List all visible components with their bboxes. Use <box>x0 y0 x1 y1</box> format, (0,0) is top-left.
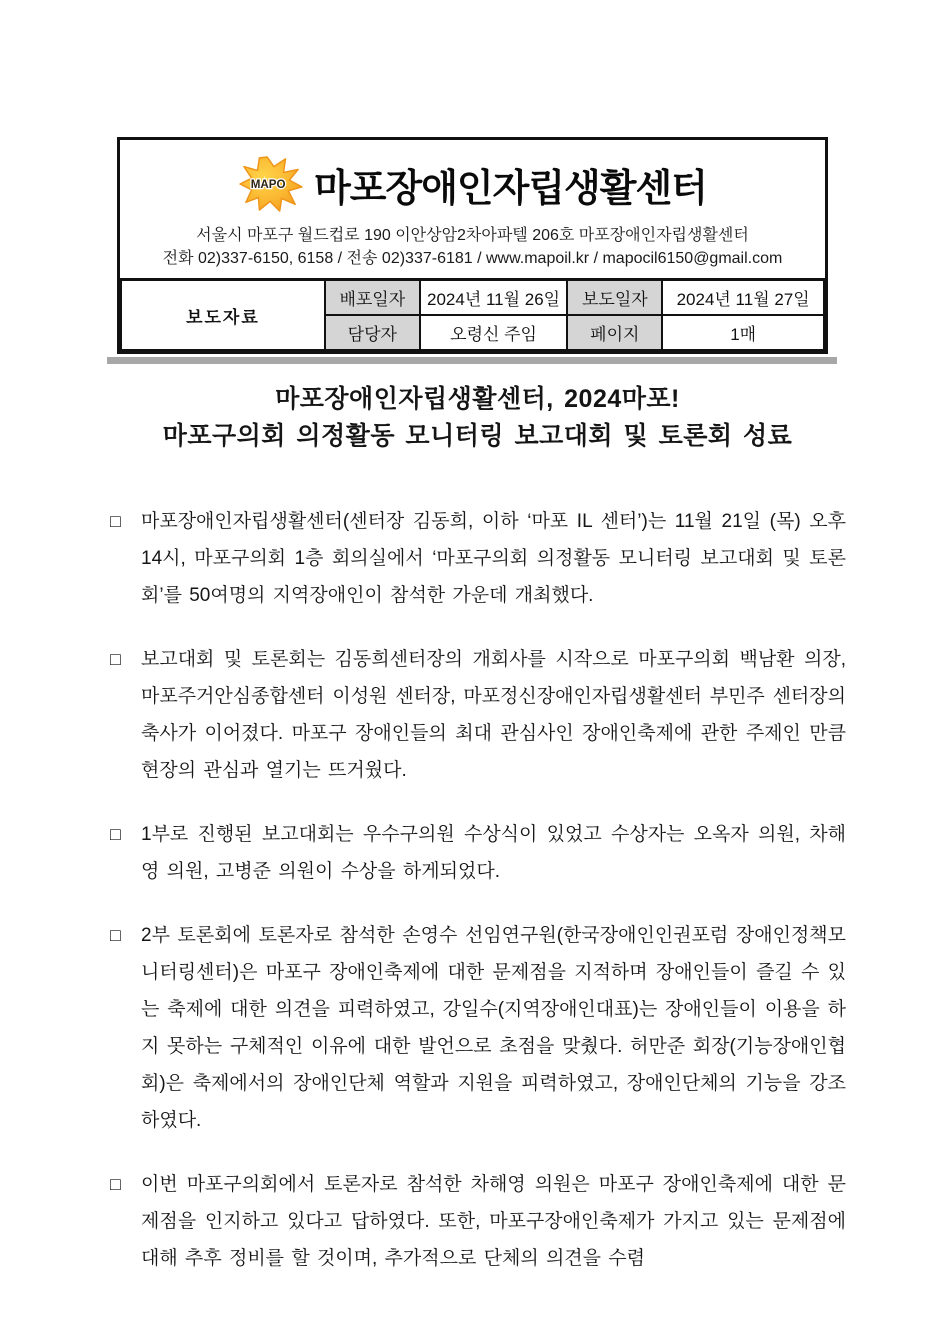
headline <box>100 381 855 455</box>
letterhead-box <box>117 137 828 354</box>
logo-text: MAPO <box>250 177 286 191</box>
checkbox-bullet: □ <box>110 511 121 531</box>
pages-label: 페이지 <box>567 315 662 350</box>
press-info-table <box>120 278 825 351</box>
pages-value: 1매 <box>662 315 824 350</box>
manager-label: 담당자 <box>325 315 420 350</box>
headline-line-2: 마포구의회 의정활동 모니터링 보고대회 및 토론회 성료 <box>162 422 793 450</box>
checkbox-bullet: □ <box>110 824 121 844</box>
paragraph <box>110 503 846 614</box>
headline-line-1: 마포장애인자립생활센터, 2024마포! <box>275 385 680 413</box>
table-row <box>121 280 824 316</box>
address-line: 서울시 마포구 월드컵로 190 이안상암2차아파텔 206호 마포장애인자립생활센터 <box>196 227 749 244</box>
doc-type-label: 보도자료 <box>121 280 325 351</box>
paragraph <box>110 641 846 789</box>
report-date-label: 보도일자 <box>567 280 662 316</box>
section-divider <box>107 357 837 364</box>
paragraph-text: 1부로 진행된 보고대회는 우수구의원 수상식이 있었고 수상자는 오옥자 의원, 차해영 의원, 고병준 의원이 수상을 하게되었다. <box>141 824 846 882</box>
release-date-value: 2024년 11월 26일 <box>420 280 568 316</box>
org-header-row <box>120 140 825 218</box>
report-date-value: 2024년 11월 27일 <box>662 280 824 316</box>
checkbox-bullet: □ <box>110 925 121 945</box>
body-content <box>110 503 846 1304</box>
contact-line: 전화 02)337-6150, 6158 / 전송 02)337-6181 / www.mapoil.kr / mapocil6150@gmail.com <box>162 250 783 267</box>
mapo-logo-icon <box>238 155 304 213</box>
paragraph-text: 보고대회 및 토론회는 김동희센터장의 개회사를 시작으로 마포구의회 백남환 의장, 마포주거안심종합센터 이성원 센터장, 마포정신장애인자립생활센터 부민주 센터장의 축사가 이어졌다. 마포구 장애인들의 최대 관심사인 장애인축제에 관한 주제인 만큼 현장의 관심과 열기는 뜨거웠다. <box>141 649 846 781</box>
paragraph <box>110 1166 846 1277</box>
release-date-label: 배포일자 <box>325 280 420 316</box>
paragraph-text: 이번 마포구의회에서 토론자로 참석한 차해영 의원은 마포구 장애인축제에 대한 문제점을 인지하고 있다고 답하였다. 또한, 마포구장애인축제가 가지고 있는 문제점에 대해 추후 정비를 할 것이며, 추가적으로 단체의 의견을 수렴 <box>141 1174 846 1269</box>
paragraph-text: 마포장애인자립생활센터(센터장 김동희, 이하 ‘마포 IL 센터’)는 11월 21일 (목) 오후 14시, 마포구의회 1층 회의실에서 ‘마포구의회 의정활동 모니터링 보고대회 및 토론회’를 50여명의 지역장애인이 참석한 가운데 개최했다. <box>141 511 846 606</box>
checkbox-bullet: □ <box>110 1174 121 1194</box>
address-block <box>120 218 825 278</box>
paragraph <box>110 816 846 890</box>
paragraph <box>110 917 846 1139</box>
paragraph-text: 2부 토론회에 토론자로 참석한 손영수 선임연구원(한국장애인인권포럼 장애인정책모니터링센터)은 마포구 장애인축제에 대한 문제점을 지적하며 장애인들이 즐길 수 있는 축제에 대한 의견을 피력하였고, 강일수(지역장애인대표)는 장애인들이 이용을 하지 못하는 구체적인 이유에 대한 발언으로 초점을 맞췄다. 허만준 회장(기능장애인협회)은 축제에서의 장애인단체 역할과 지원을 피력하였고, 장애인단체의 기능을 강조하였다. <box>141 925 846 1131</box>
org-name: 마포장애인자립생활센터 <box>314 167 707 210</box>
checkbox-bullet: □ <box>110 649 121 669</box>
manager-value: 오령신 주임 <box>420 315 568 350</box>
